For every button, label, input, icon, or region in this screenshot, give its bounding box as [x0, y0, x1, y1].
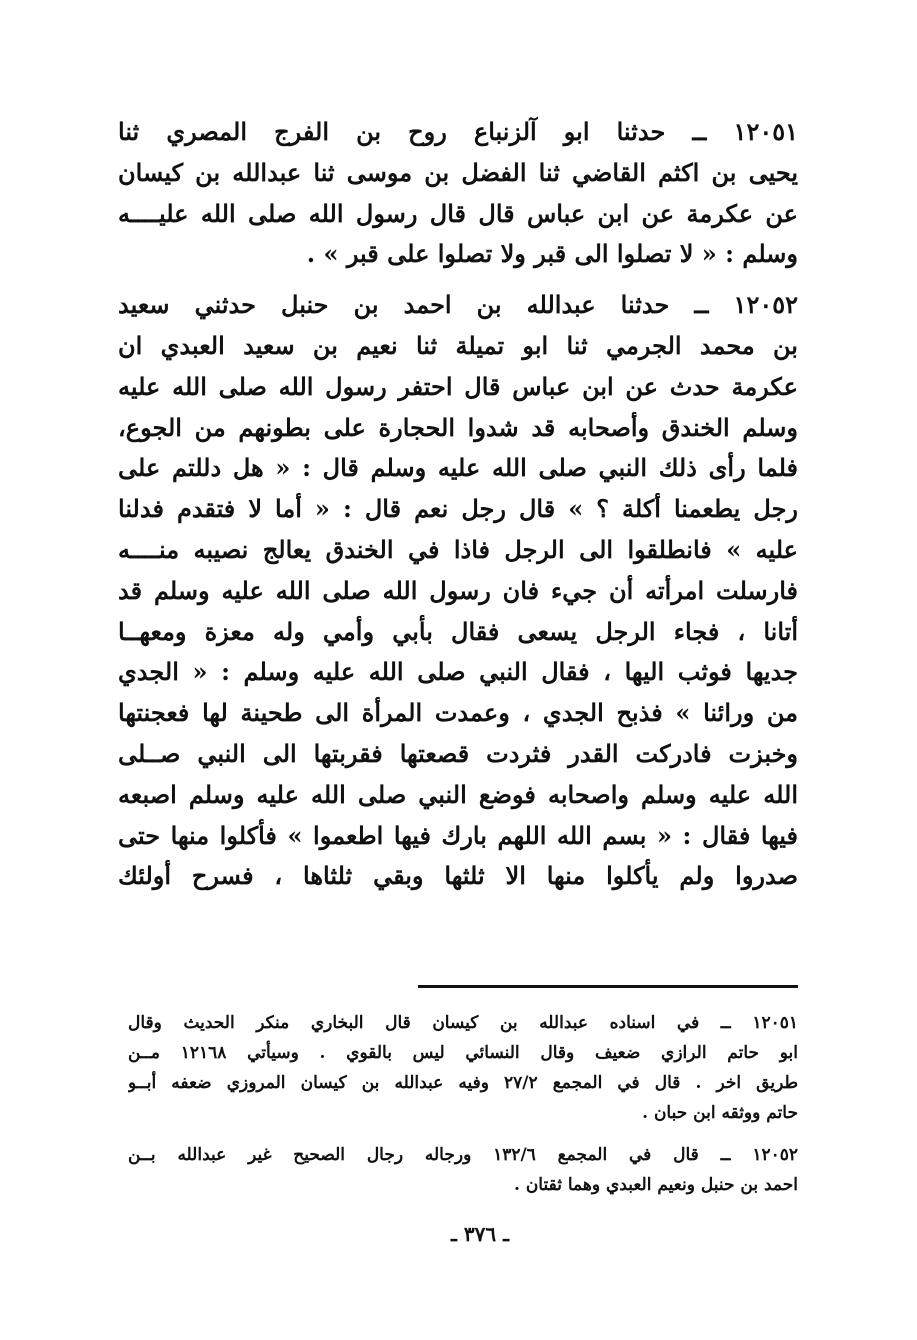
- text-line: فيها فقال : « بسم الله اللهم بارك فيها اطعموا » فأكلوا منها حتى: [118, 820, 798, 850]
- footnote-line: احمد بن حنبل ونعيم العبدي وهما ثقتان .: [513, 1175, 798, 1195]
- text-line: وخبزت فادركت القدر فثردت قصعتها فقربتها الى النبي صــلى: [118, 738, 798, 768]
- text-line: ١٢٠٥٢ ــ حدثنا عبدالله بن احمد بن حنبل حدثني سعيد: [118, 290, 798, 320]
- text-line: ١٢٠٥١ ــ حدثنا ابو آلزنباع روح بن الفرج المصري ثنا: [118, 117, 798, 146]
- hadith-12052: [118, 285, 798, 897]
- text-line: يحيى بن اكثم القاضي ثنا الفضل بن موسى ثنا عبدالله بن كيسان: [118, 157, 798, 187]
- footnote-divider: [418, 985, 798, 988]
- text-line: رجل يطعمنا أكلة ؟ » قال رجل نعم قال : « أما لا فتقدم فدلنا: [118, 494, 798, 524]
- text-line: الله عليه وسلم واصحابه فوضع النبي صلى الله عليه وسلم اصبعه: [118, 779, 798, 809]
- footnote-line: حاتم ووثقه ابن حبان .: [642, 1103, 798, 1123]
- footnote-line: طريق اخر . قال في المجمع ٢٧/٢ وفيه عبدالله بن كيسان المروزي ضعفه أبــو: [128, 1073, 798, 1093]
- text-line: عليه » فانطلقوا الى الرجل فاذا في الخندق يعالج نصيبه منــــه: [118, 534, 798, 564]
- text-line: عن عكرمة عن ابن عباس قال قال رسول الله صلى الله عليــــه: [118, 198, 798, 228]
- text-line: جديها فوثب اليها ، فقال النبي صلى الله عليه وسلم : « الجدي: [118, 657, 798, 687]
- text-line: من ورائنا » فذبح الجدي ، وعمدت المرأة الى طحينة لها فعجنتها: [118, 698, 798, 728]
- footnote-12051: [128, 1008, 798, 1128]
- main-text: [118, 112, 798, 897]
- page-number: ـ ٣٧٦ ـ: [451, 1222, 509, 1246]
- text-line: أتانا ، فجاء الرجل يسعى فقال بأبي وأمي وله معزة ومعهــا: [118, 616, 798, 646]
- text-line: وسلم : « لا تصلوا الى قبر ولا تصلوا على قبر » .: [306, 239, 798, 269]
- footnote-12052: [128, 1140, 798, 1200]
- footnote-line: ١٢٠٥٢ ــ قال في المجمع ١٣٢/٦ ورجاله رجال الصحيح غير عبدالله بــن: [128, 1145, 798, 1165]
- text-line: فارسلت امرأته أن جيء فان رسول الله صلى الله عليه وسلم قد: [118, 575, 798, 605]
- footnotes: [128, 1008, 798, 1200]
- footnote-line: ١٢٠٥١ ــ في اسناده عبدالله بن كيسان قال البخاري منكر الحديث وقال: [128, 1013, 798, 1033]
- text-line: وسلم الخندق وأصحابه قد شدوا الحجارة على بطونهم من الجوع،: [118, 412, 798, 442]
- text-line: بن محمد الجرمي ثنا ابو تميلة ثنا نعيم بن سعيد العبدي ان: [118, 330, 798, 360]
- hadith-12051: [118, 112, 798, 275]
- footnote-line: ابو حاتم الرازي ضعيف وقال النسائي ليس بالقوي . وسيأتي ١٢١٦٨ مــن: [128, 1043, 798, 1063]
- text-line: فلما رأى ذلك النبي صلى الله عليه وسلم قال : « هل دللتم على: [118, 453, 798, 483]
- text-line: عكرمة حدث عن ابن عباس قال احتفر رسول الله صلى الله عليه: [118, 371, 798, 401]
- text-line: صدروا ولم يأكلوا منها الا ثلثها وبقي ثلثاها ، فسرح أولئك: [118, 861, 798, 891]
